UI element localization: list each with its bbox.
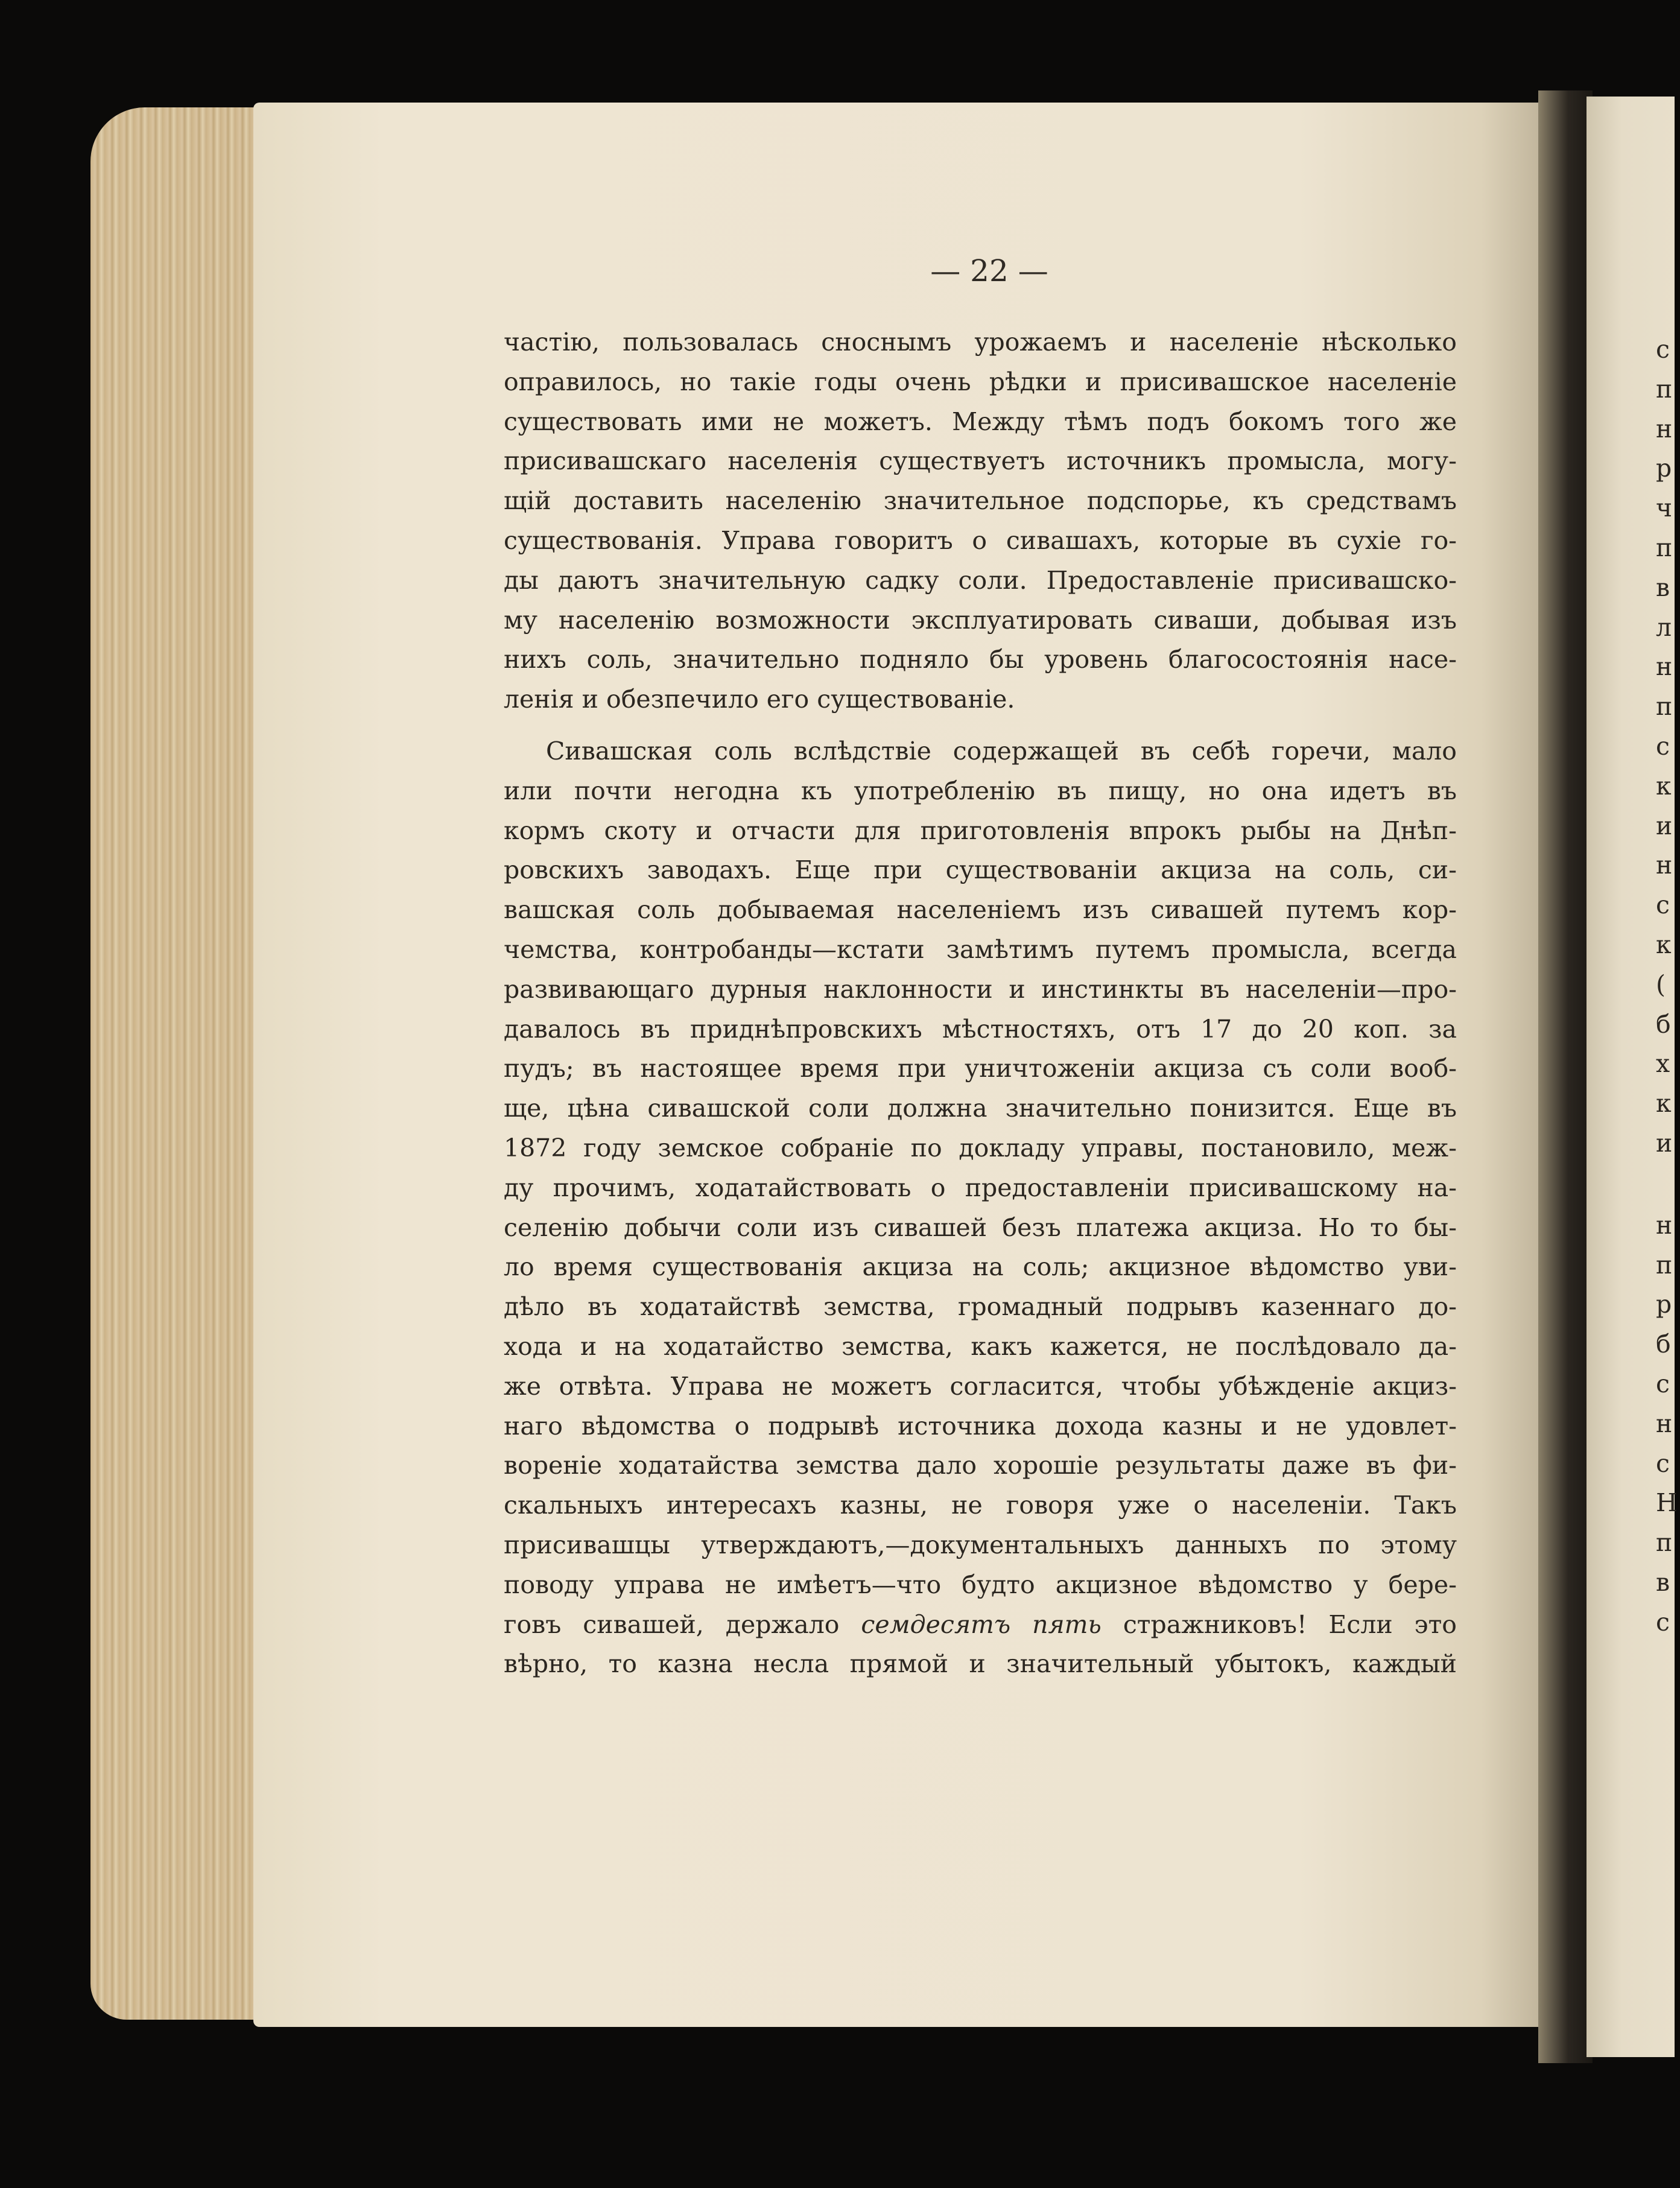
right-page-letter: к (1656, 771, 1672, 801)
right-page-letter: п (1656, 374, 1673, 404)
page-number: — 22 — (930, 253, 1048, 288)
text-line: ды даютъ значительную садку соли. Предоставленіе присивашско- (504, 565, 1457, 595)
right-page-letter: с (1656, 335, 1670, 364)
text-line: ровскихъ заводахъ. Еще при существованіи акциза на соль, си- (504, 855, 1457, 885)
page-edges (90, 107, 271, 2020)
right-page-letter: ч (1656, 493, 1673, 523)
right-page-letter: в (1656, 1568, 1670, 1597)
right-page-letter: п (1656, 692, 1673, 721)
right-page-letter: п (1656, 533, 1673, 562)
text-line: скальныхъ интересахъ казны, не говоря уже о населеніи. Такъ (504, 1491, 1457, 1520)
text-line: же отвѣта. Управа не можетъ согласится, чтобы убѣжденіе акциз- (504, 1371, 1457, 1401)
right-page-letter: р (1656, 1290, 1672, 1319)
right-page-letter: в (1656, 572, 1670, 602)
right-page-letter: ( (1656, 969, 1666, 999)
right-page-letter: Н (1656, 1488, 1678, 1518)
text-line: присивашцы утверждаютъ,—документальныхъ данныхъ по этому (504, 1530, 1457, 1559)
text-line: поводу управа не имѣетъ—что будто акцизное вѣдомство у бере- (504, 1570, 1457, 1599)
text-line: наго вѣдомства о подрывѣ источника дохода казны и не удовлет- (504, 1411, 1457, 1441)
text-line: му населенію возможности эксплуатировать сиваши, добывая изъ (504, 605, 1457, 635)
right-page-letter: с (1656, 1448, 1670, 1478)
text-line: вореніе ходатайства земства дало хорошіе результаты даже въ фи- (504, 1451, 1457, 1480)
right-page-letter: с (1656, 890, 1670, 920)
text-line: частію, пользовалась сноснымъ урожаемъ и населеніе нѣсколько (504, 328, 1457, 357)
right-page-letter: н (1656, 652, 1673, 682)
right-page-letter: и (1656, 1129, 1673, 1158)
right-page-letter: б (1656, 1009, 1671, 1039)
book-gutter (1538, 90, 1593, 2063)
text-line: существованія. Управа говоритъ о сивашахъ, которые въ сухіе го- (504, 525, 1457, 555)
right-page-letter: с (1656, 1607, 1670, 1637)
text-line: развивающаго дурныя наклонности и инстинкты въ населеніи—про- (504, 974, 1457, 1004)
right-page-letter: и (1656, 811, 1673, 840)
text-fragment: стражниковъ! Если это (1101, 1609, 1457, 1639)
text-line: существовать ими не можетъ. Между тѣмъ подъ бокомъ того же (504, 407, 1457, 436)
text-line: хода и на ходатайство земства, какъ кажется, не послѣдовало да- (504, 1331, 1457, 1361)
text-line: или почти негодна къ употребленію въ пищу, но она идетъ въ (504, 776, 1457, 805)
paragraph-2 (504, 732, 1457, 1684)
text-fragment: говъ сивашей, держало (504, 1609, 861, 1639)
text-line: дѣло въ ходатайствѣ земства, громадный подрывъ казеннаго до- (504, 1292, 1457, 1322)
right-page-letter: х (1656, 1049, 1670, 1079)
right-page-letter: п (1656, 1250, 1673, 1280)
text-line: 1872 году земское собраніе по докладу управы, постановило, меж- (504, 1133, 1457, 1162)
text-line: нихъ соль, значительно подняло бы уровень благосостоянія насе- (504, 645, 1457, 674)
right-page-letter: с (1656, 1369, 1670, 1398)
right-page-letter: п (1656, 1528, 1673, 1558)
text-line: ду прочимъ, ходатайствовать о предоставленіи присивашскому на- (504, 1173, 1457, 1202)
text-line: давалось въ приднѣпровскихъ мѣстностяхъ, отъ 17 до 20 коп. за (504, 1014, 1457, 1044)
right-page-letter: н (1656, 851, 1673, 880)
page-text (504, 323, 1457, 1684)
right-page-letter: н (1656, 1409, 1673, 1438)
text-line: ло время существованія акциза на соль; акцизное вѣдомство уви- (504, 1252, 1457, 1282)
text-line: кормъ скоту и отчасти для приготовленія впрокъ рыбы на Днѣп- (504, 816, 1457, 845)
text-line: чемства, контробанды—кстати замѣтимъ путемъ промысла, всегда (504, 934, 1457, 964)
text-line: селенію добычи соли изъ сивашей безъ платежа акциза. Но то бы- (504, 1213, 1457, 1242)
text-line: вашская соль добываемая населеніемъ изъ сивашей путемъ кор- (504, 895, 1457, 925)
text-line: присивашскаго населенія существуетъ источникъ промысла, могу- (504, 446, 1457, 476)
right-page-letter: к (1656, 930, 1672, 959)
italic-phrase: семдесятъ пять (861, 1609, 1102, 1639)
text-line: ще, цѣна сивашской соли должна значительно понизится. Еще въ (504, 1094, 1457, 1123)
right-page-letter: б (1656, 1330, 1671, 1359)
paragraph-1 (504, 323, 1457, 720)
right-page-letter: л (1656, 612, 1672, 642)
right-page-letter: р (1656, 454, 1672, 483)
text-line: Сивашская соль вслѣдствіе содержащей въ себѣ горечи, мало (546, 736, 1457, 766)
text-line: ленія и обезпечило его существованіе. (504, 685, 1015, 714)
text-line: вѣрно, то казна несла прямой и значительный убытокъ, каждый (504, 1649, 1457, 1679)
right-page-letter: н (1656, 1210, 1673, 1240)
text-line (504, 1605, 1457, 1645)
right-page-letter: к (1656, 1089, 1672, 1118)
text-line: оправилось, но такіе годы очень рѣдки и присивашское населеніе (504, 367, 1457, 396)
text-line: щій доставить населенію значительное подспорье, къ средствамъ (504, 486, 1457, 516)
text-line: пудъ; въ настоящее время при уничтоженіи акциза съ соли вооб- (504, 1054, 1457, 1083)
right-page-letter: с (1656, 732, 1670, 761)
right-page-letter: н (1656, 414, 1673, 443)
